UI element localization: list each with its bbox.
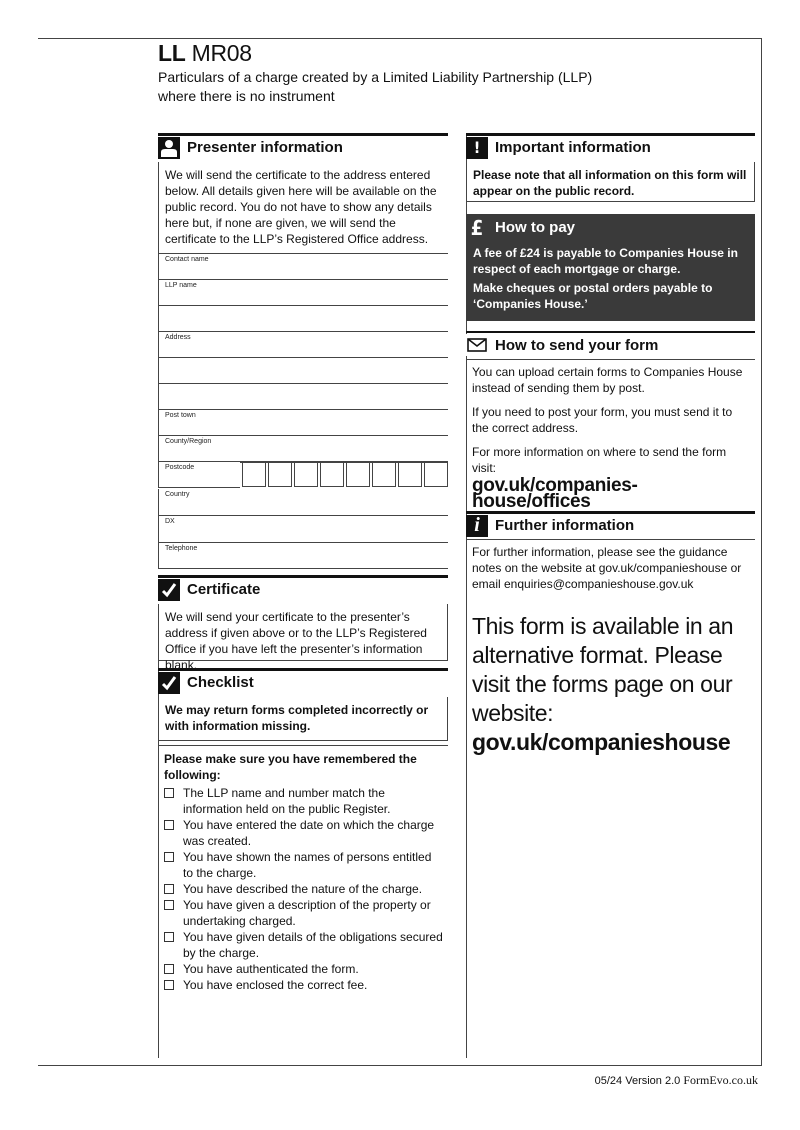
important-title: Important information [495, 139, 651, 156]
cheques-text: Make cheques or postal orders payable to ‘Companies House.’ [473, 281, 713, 311]
certificate-text: We will send your certificate to the presenter’s address if given above or to the LLP’s Registered Office if you have left the presenter’s information blank. [158, 604, 448, 661]
checkbox[interactable] [164, 788, 174, 798]
send-paragraph-3: For more information on where to send the form visit: [472, 445, 727, 475]
checkbox[interactable] [164, 932, 174, 942]
postcode-cell[interactable] [398, 463, 422, 487]
how-to-pay-header [466, 214, 755, 241]
footer-version: 05/24 Version 2.0 [594, 1075, 681, 1087]
postcode-cell[interactable] [242, 463, 266, 487]
checkbox[interactable] [164, 900, 174, 910]
checklist-item: You have given a description of the property or undertaking charged. [164, 897, 444, 929]
further-text: For further information, please see the guidance notes on the website at gov.uk/companieshouse or email enquiries@companieshouse.gov.uk [472, 545, 742, 591]
country-label: Country [165, 491, 190, 498]
important-text: Please note that all information on this form will appear on the public record. [466, 162, 755, 202]
checklist-warning: We may return forms completed incorrectly or with information missing. [158, 697, 448, 741]
checklist-item: You have shown the names of persons entitled to the charge. [164, 849, 444, 881]
checkbox[interactable] [164, 852, 174, 862]
exclamation-icon: ! [466, 137, 488, 159]
send-body [466, 360, 755, 514]
checkbox[interactable] [164, 884, 174, 894]
footer-brand: FormEvo.co.uk [683, 1073, 758, 1087]
person-icon [158, 137, 180, 159]
presenter-intro: We will send the certificate to the address entered below. All details given here will be available on the public record. You do not have to show any details here but, if none are given, we will send the certificate to the LLP’s Registered Office address. [158, 162, 448, 254]
county-field[interactable] [158, 436, 448, 462]
checklist-items [164, 785, 444, 993]
checklist-item: You have given details of the obligations secured by the charge. [164, 929, 444, 961]
postcode-cell[interactable] [424, 463, 448, 487]
further-title: Further information [495, 517, 635, 534]
address-label: Address [165, 334, 191, 341]
post-town-field[interactable] [158, 410, 448, 436]
fee-text: A fee of £24 is payable to Companies House in respect of each mortgage or charge. [473, 246, 738, 276]
llp-name-field-2[interactable] [158, 306, 448, 332]
certificate-title: Certificate [187, 581, 261, 598]
send-paragraph-1: You can upload certain forms to Companies House instead of sending them by post. [472, 365, 743, 395]
info-icon: i [466, 515, 488, 537]
form-code-prefix: LL [158, 40, 186, 66]
alt-format-notice [472, 612, 762, 757]
checklist-body [164, 751, 444, 993]
tick-icon [158, 672, 180, 694]
address-field-2[interactable] [158, 358, 448, 384]
checklist-title: Checklist [187, 674, 254, 691]
further-header [466, 511, 755, 537]
checklist-item: You have entered the date on which the charge was created. [164, 817, 444, 849]
dx-field[interactable] [158, 516, 448, 543]
county-label: County/Region [165, 438, 212, 445]
llp-name-label: LLP name [165, 282, 197, 289]
postcode-field [158, 462, 240, 488]
post-town-label: Post town [165, 412, 196, 419]
offices-link[interactable]: gov.uk/companies-house/offices [472, 475, 638, 512]
how-to-pay-body [466, 241, 755, 321]
important-header [466, 133, 755, 159]
certificate-header [158, 575, 448, 601]
checklist-intro: Please make sure you have remembered the following: [164, 752, 417, 782]
alt-format-text: This form is available in an alternative format. Please visit the forms page on our website: [472, 613, 734, 726]
tick-icon [158, 579, 180, 601]
envelope-icon [466, 334, 488, 356]
send-header [466, 331, 755, 357]
checklist-item: You have enclosed the correct fee. [164, 977, 444, 993]
postcode-cell[interactable] [294, 463, 318, 487]
companieshouse-link[interactable]: gov.uk/companieshouse [472, 729, 731, 755]
form-code: MR08 [191, 40, 252, 66]
checklist-item: The LLP name and number match the information held on the public Register. [164, 785, 444, 817]
checkbox[interactable] [164, 820, 174, 830]
checkbox[interactable] [164, 980, 174, 990]
how-to-pay-title: How to pay [495, 219, 576, 236]
frame-right-line [761, 38, 762, 1066]
presenter-header [158, 133, 448, 159]
form-subtitle: Particulars of a charge created by a Limited Liability Partnership (LLP) where there is no instrument [158, 69, 593, 104]
dx-label: DX [165, 518, 175, 525]
postcode-cell[interactable] [346, 463, 370, 487]
address-field[interactable] [158, 332, 448, 358]
telephone-field[interactable] [158, 543, 448, 569]
presenter-title: Presenter information [187, 139, 343, 156]
frame-top-line [38, 38, 762, 39]
postcode-cell[interactable] [268, 463, 292, 487]
postcode-label: Postcode [165, 464, 195, 471]
postcode-cell[interactable] [320, 463, 344, 487]
contact-name-label: Contact name [165, 256, 209, 263]
checklist-item: You have described the nature of the charge. [164, 881, 444, 897]
checklist-divider [158, 745, 448, 746]
telephone-label: Telephone [165, 545, 198, 552]
checklist-item: You have authenticated the form. [164, 961, 444, 977]
llp-name-field[interactable] [158, 280, 448, 306]
send-title: How to send your form [495, 336, 659, 354]
frame-bottom-line [38, 1065, 762, 1066]
address-field-3[interactable] [158, 384, 448, 410]
country-field[interactable] [158, 489, 448, 516]
form-title [158, 40, 252, 67]
postcode-cell[interactable] [372, 463, 396, 487]
send-paragraph-2: If you need to post your form, you must send it to the correct address. [472, 405, 733, 435]
pound-icon: £ [466, 217, 488, 239]
contact-name-field[interactable] [158, 254, 448, 280]
footer [560, 1073, 758, 1088]
checkbox[interactable] [164, 964, 174, 974]
checklist-header [158, 668, 448, 694]
